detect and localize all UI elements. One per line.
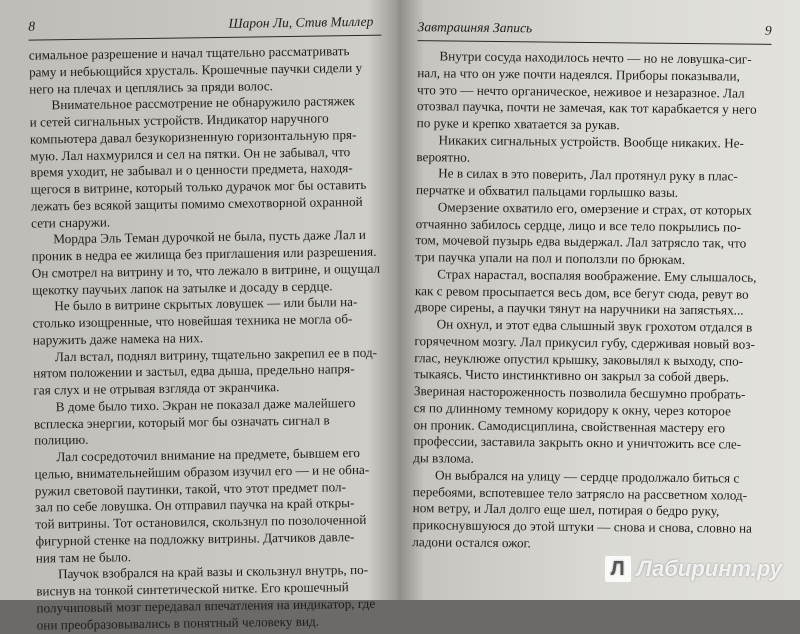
text-line: ды взлома. <box>413 450 474 466</box>
text-line: нятом положении и застыл, едва дыша, предельно напря- <box>33 361 355 381</box>
text-line: и сетей сигнальных устройств. Индикатор наручного <box>29 110 329 130</box>
text-line: дворе сирены, а паучки тянут на наручники на запястьях... <box>414 299 744 318</box>
text-line: ладони остался ожог. <box>412 533 531 551</box>
labirint-watermark <box>605 556 782 582</box>
page-number: 9 <box>764 22 772 38</box>
text-line: они преобразовывались в понятный человеку вид. <box>36 613 320 633</box>
text-line: виснув на тонкой синтетической нитке. Его крошечный <box>36 579 349 599</box>
text-line: ния там не было. <box>35 548 132 566</box>
text-line: Паучок взобрался на край вазы и скользнул внутрь, по- <box>57 562 369 582</box>
text-line: отчаянно забилось сердце, лицо и все тело покрылись по- <box>415 215 742 235</box>
text-line: Лал встал, поднял витрину, тщательно закрепил ее в под- <box>54 344 378 364</box>
text-line: вероятно. <box>416 148 471 165</box>
text-line: ружил световой паутинки, такой, что этот предмет пол- <box>34 478 347 499</box>
text-line: Не было в витрине скрытых ловушек — или были на- <box>54 294 358 314</box>
text-line: Внутри сосуда находилось нечто — но не ловушка-сиг- <box>439 48 752 67</box>
text-line: профессии, заставила закрыть окно и уничтожить все сле- <box>413 433 742 452</box>
text-line: сети снаружи. <box>31 213 111 231</box>
text-line: той витрины. Тот остановился, скользнул по позолоченной <box>35 511 367 532</box>
text-line: В доме было тихо. Экран не показал даже малейшего <box>55 394 356 415</box>
text-line: горячечном мозгу. Лал прикусил губу, сдерживая новый воз- <box>414 332 755 352</box>
text-line: как с ревом просыпается весь дом, все бегут сюда, ревут во <box>414 282 749 302</box>
text-line: зал по себе ловушка. Он отправил паучка на край откры- <box>34 495 355 515</box>
text-line: Звериная настороженность позволила бесшумно пробрать- <box>413 383 746 402</box>
text-line: Не в силах в это поверить, Лал протянул руку в плас- <box>438 165 738 184</box>
left-page-header <box>28 13 381 41</box>
page-number: 8 <box>28 18 36 34</box>
text-line: том, мочевой пузырь едва выдержал. Лал затрясло так, что <box>415 232 747 251</box>
text-line: лежать без всякой защиты помимо смехотворной охранной <box>30 193 363 214</box>
text-line: фигурной стенке на подложку витрины. Датчиков давле- <box>35 528 355 549</box>
text-line: Омерзение охватило его, омерзение и страх, от которых <box>437 199 752 218</box>
text-line: ся по длинному темному коридору к окну, через которое <box>413 399 731 419</box>
text-line: Он смотрел на витрину и то, что лежало в витрине, и ощущал <box>31 260 381 281</box>
running-head: Шарон Ли, Стив Миллер <box>228 13 374 31</box>
text-line: Страх нарастал, воспаляя воображение. Ему слышалось, <box>437 266 757 285</box>
text-line: по руке и крепко хватается за рукав. <box>416 115 620 133</box>
text-line: ном ветру, и Лал долго еще шел, потирая о бедро руку, <box>412 500 720 519</box>
text-line: компьютера давал безукоризненную горизонтальную пря- <box>29 126 357 147</box>
text-line: наружить даже намека на них. <box>32 329 204 348</box>
text-line: три паучка упали на пол и поползли по брюкам. <box>415 249 686 267</box>
text-line: него на плечах и цеплялись за пряди волос. <box>29 77 274 97</box>
labirint-logo-icon: Л <box>605 556 631 582</box>
text-line: полицию. <box>34 432 89 448</box>
text-line: перчатке и обхватил пальцами горлышко вазы. <box>415 182 679 200</box>
text-line: он проник. Самодисциплина, свойственная мастеру его <box>413 416 726 435</box>
text-line: что это — нечто органическое, неживое и незаразное. Лал <box>416 81 745 101</box>
text-line: мую. Лал нахмурился и сел на пятки. Он не забывал, что <box>30 143 351 164</box>
text-line: время уходит, не забывал и о ценности предмета, находя- <box>30 160 353 180</box>
text-line: Он охнул, и этот едва слышный звук грохотом отдался в <box>436 316 753 335</box>
running-head: Завтрашняя Запись <box>417 19 533 36</box>
text-line: отозвал паучка, почти не замечая, как тот карабкается у него <box>416 98 757 117</box>
text-line: прикоснувшуюся до этой штуки — снова и снова, словно на <box>412 517 753 536</box>
text-line: щекотку паучьих лапок на затылке и досаду в сердце. <box>31 277 333 298</box>
text-line: нал, на что он уже почти надеялся. Приборы показывали, <box>417 64 740 84</box>
text-line: всплеска энергии, который мог бы означать сигнал в <box>33 411 330 432</box>
text-line: симальное разрешение и начал тщательно рассматривать <box>28 43 350 63</box>
text-line: Внимательное рассмотрение не обнаружило растяжек <box>51 93 356 113</box>
text-line: получиповый мозг передавал впечатления на индикатор, где <box>36 595 376 616</box>
text-line: проник в недра ее жилища без приглашения или разрешения. <box>31 243 377 264</box>
text-line: Никаких сигнальных устройств. Вообще никаких. Не- <box>438 132 745 151</box>
text-line: тыкаясь. Чисто инстинктивно он закрыл за собой дверь. <box>414 366 730 385</box>
text-line: Мордра Эль Теман дурочкой не была, пусть даже Лал и <box>53 227 366 247</box>
text-line: щегося в витрине, который только дурачок мог бы оставить <box>30 176 367 197</box>
text-line: целью, внимательнейшим образом изучил его — и не обна- <box>34 461 370 482</box>
text-line: раму и небьющийся хрусталь. Крошечные паучки сидели у <box>28 59 363 80</box>
right-page-header <box>418 18 772 45</box>
text-line: перебоями, вспотевшее тело затрясло на рассветном холод- <box>412 483 748 503</box>
left-page-body <box>29 43 392 634</box>
right-page <box>396 0 800 604</box>
text-line: столько изощренные, что новейшая техника не могла об- <box>32 311 353 331</box>
text-line: Он выбрался на улицу — сердце продолжало биться с <box>434 467 740 486</box>
text-line: гая слух и не отрывая взгляда от экранчика. <box>33 379 280 398</box>
text-line: глас, неуклюже опустил крышку, заковылял к выходу, спо- <box>414 349 744 369</box>
text-line: Лал сосредоточил внимание на предмете, бывшем его <box>56 445 361 465</box>
right-page-body <box>412 48 777 554</box>
watermark-text: Лабиринт.ру <box>636 556 782 581</box>
